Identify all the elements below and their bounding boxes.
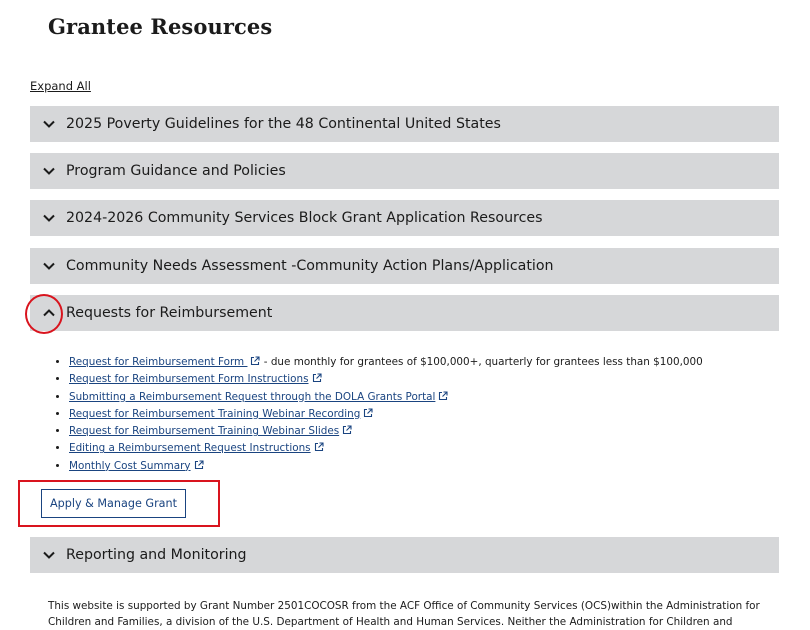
chevron-down-icon bbox=[40, 546, 58, 564]
funding-disclaimer: This website is supported by Grant Number 2501COCOSR from the ACF Office of Community Services (OCS)within the Administration for Children and Families, a division of the U.S. Department of Health and Human Services. Neither the Administration for Children and bbox=[48, 600, 760, 628]
accordion-program-guidance[interactable] bbox=[30, 153, 779, 189]
editing-instructions-link[interactable]: Editing a Reimbursement Request Instructions bbox=[69, 442, 311, 455]
external-link-icon bbox=[314, 442, 324, 452]
accordion-label: 2025 Poverty Guidelines for the 48 Continental United States bbox=[66, 116, 501, 132]
apply-manage-grant-button[interactable]: Apply & Manage Grant bbox=[41, 489, 186, 518]
accordion-poverty-guidelines[interactable] bbox=[30, 106, 779, 142]
external-link-icon bbox=[194, 460, 204, 470]
list-item bbox=[69, 423, 703, 440]
list-item bbox=[69, 371, 703, 388]
chevron-up-icon bbox=[40, 304, 58, 322]
chevron-down-icon bbox=[40, 257, 58, 275]
dola-portal-link[interactable]: Submitting a Reimbursement Request through the DOLA Grants Portal bbox=[69, 390, 436, 403]
chevron-down-icon bbox=[40, 115, 58, 133]
reimbursement-form-link[interactable]: Request for Reimbursement Form bbox=[69, 356, 248, 368]
accordion-label: Reporting and Monitoring bbox=[66, 547, 247, 563]
webinar-recording-link[interactable]: Request for Reimbursement Training Webinar Recording bbox=[69, 407, 361, 420]
list-item bbox=[69, 389, 703, 406]
external-link-icon bbox=[342, 425, 352, 435]
reimbursement-links-list bbox=[52, 354, 703, 475]
expand-all-link[interactable]: Expand All bbox=[30, 79, 91, 93]
accordion-label: Program Guidance and Policies bbox=[66, 163, 286, 179]
list-item bbox=[69, 406, 703, 423]
link-description: - due monthly for grantees of $100,000+, quarterly for grantees less than $100,000 bbox=[260, 356, 703, 368]
accordion-label: Requests for Reimbursement bbox=[66, 305, 273, 321]
form-instructions-link[interactable]: Request for Reimbursement Form Instructions bbox=[69, 373, 309, 386]
accordion-application-resources[interactable] bbox=[30, 200, 779, 236]
accordion-label: Community Needs Assessment -Community Action Plans/Application bbox=[66, 258, 554, 274]
chevron-down-icon bbox=[40, 209, 58, 227]
list-item bbox=[69, 440, 703, 457]
monthly-cost-summary-link[interactable]: Monthly Cost Summary bbox=[69, 459, 191, 472]
external-link-icon bbox=[250, 356, 260, 366]
page-title: Grantee Resources bbox=[48, 14, 273, 39]
external-link-icon bbox=[312, 373, 322, 383]
accordion-reporting-monitoring[interactable] bbox=[30, 537, 779, 573]
list-item bbox=[69, 354, 703, 371]
external-link-icon bbox=[363, 408, 373, 418]
accordion-label: 2024-2026 Community Services Block Grant Application Resources bbox=[66, 210, 543, 226]
accordion-needs-assessment[interactable] bbox=[30, 248, 779, 284]
external-link-icon bbox=[438, 391, 448, 401]
webinar-slides-link[interactable]: Request for Reimbursement Training Webinar Slides bbox=[69, 425, 340, 438]
chevron-down-icon bbox=[40, 162, 58, 180]
accordion-requests-for-reimbursement[interactable] bbox=[30, 295, 779, 331]
list-item bbox=[69, 458, 703, 475]
